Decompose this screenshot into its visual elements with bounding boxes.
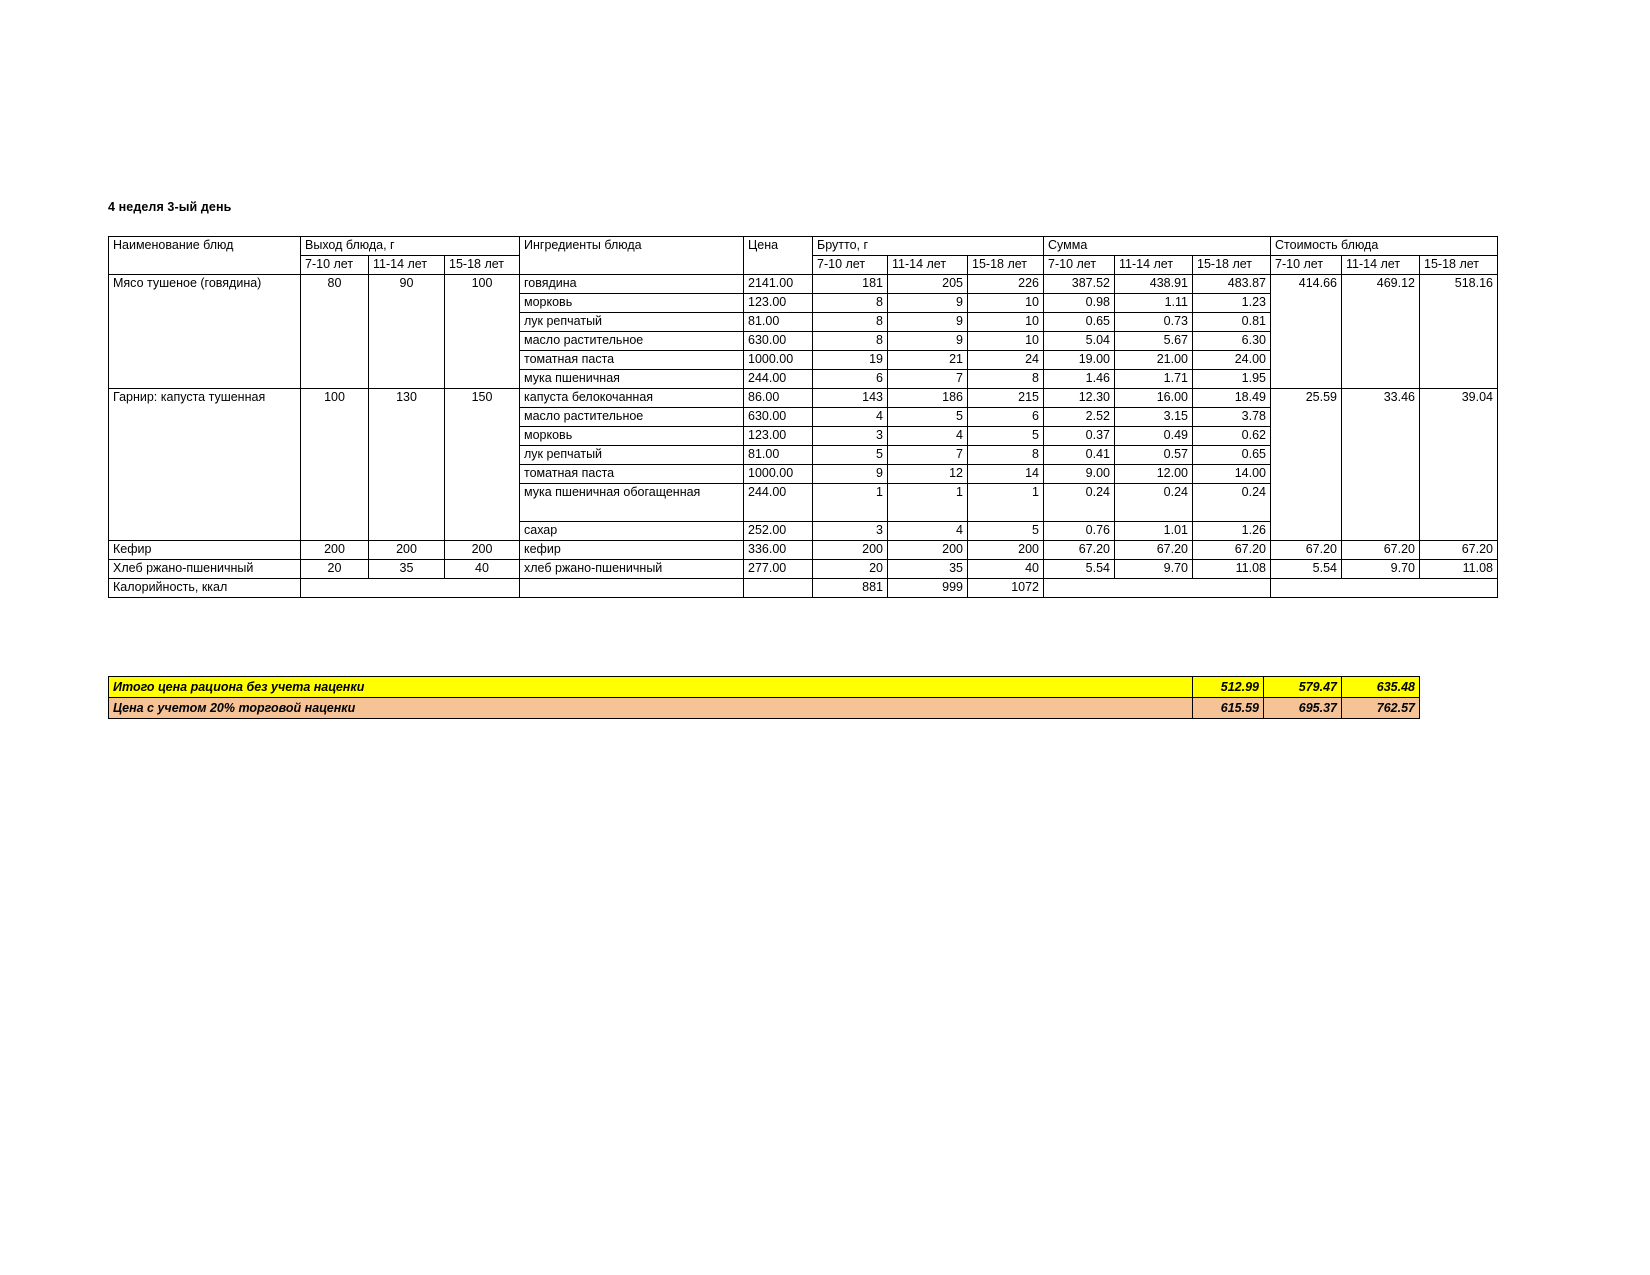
ingredient-gross-15-18: 40: [968, 560, 1044, 579]
header-dish-cost: Стоимость блюда: [1271, 237, 1498, 256]
ingredient-name: сахар: [520, 522, 744, 541]
total-base-11-14: 579.47: [1264, 677, 1342, 698]
ingredient-gross-7-10: 3: [813, 522, 888, 541]
calories-spacer-price: [744, 579, 813, 598]
ingredient-gross-11-14: 5: [888, 408, 968, 427]
total-label-base: Итого цена рациона без учета наценки: [109, 677, 1193, 698]
ingredient-sum-15-18: 1.23: [1193, 294, 1271, 313]
header-spacer-dish: [109, 256, 301, 275]
header-sum: Сумма: [1044, 237, 1271, 256]
ingredient-gross-15-18: 5: [968, 522, 1044, 541]
ingredient-sum-15-18: 1.26: [1193, 522, 1271, 541]
dish-cost-11-14: 469.12: [1342, 275, 1420, 389]
ingredient-sum-11-14: 1.01: [1115, 522, 1193, 541]
total-markup-15-18: 762.57: [1342, 698, 1420, 719]
ingredient-gross-11-14: 1: [888, 484, 968, 522]
ingredient-gross-15-18: 5: [968, 427, 1044, 446]
page-title: 4 неделя 3-ый день: [108, 200, 232, 214]
header-sum-15-18: 15-18 лет: [1193, 256, 1271, 275]
calories-row: [109, 579, 1498, 598]
ingredient-price: 123.00: [744, 427, 813, 446]
ingredient-name: масло растительное: [520, 332, 744, 351]
header-yield-7-10: 7-10 лет: [301, 256, 369, 275]
ingredient-price: 81.00: [744, 446, 813, 465]
total-markup-7-10: 615.59: [1193, 698, 1264, 719]
ingredient-gross-15-18: 1: [968, 484, 1044, 522]
ingredient-price: 277.00: [744, 560, 813, 579]
total-base-7-10: 512.99: [1193, 677, 1264, 698]
ingredient-sum-7-10: 5.04: [1044, 332, 1115, 351]
header-yield-11-14: 11-14 лет: [369, 256, 445, 275]
ingredient-gross-15-18: 14: [968, 465, 1044, 484]
total-row-with-markup: [109, 698, 1420, 719]
ingredient-gross-15-18: 226: [968, 275, 1044, 294]
ingredient-gross-7-10: 20: [813, 560, 888, 579]
ingredient-gross-7-10: 8: [813, 332, 888, 351]
dish-yield-7-10: 200: [301, 541, 369, 560]
dish-yield-11-14: 90: [369, 275, 445, 389]
ingredient-name: говядина: [520, 275, 744, 294]
ingredient-sum-15-18: 0.65: [1193, 446, 1271, 465]
ingredient-gross-11-14: 9: [888, 294, 968, 313]
ingredient-name: масло растительное: [520, 408, 744, 427]
ingredient-price: 630.00: [744, 408, 813, 427]
calories-11-14: 999: [888, 579, 968, 598]
ingredient-sum-11-14: 0.57: [1115, 446, 1193, 465]
header-cost-15-18: 15-18 лет: [1420, 256, 1498, 275]
table-row: [109, 541, 1498, 560]
calories-spacer-sum: [1044, 579, 1271, 598]
header-cost-7-10: 7-10 лет: [1271, 256, 1342, 275]
ingredient-sum-11-14: 21.00: [1115, 351, 1193, 370]
ingredient-sum-7-10: 0.24: [1044, 484, 1115, 522]
dish-name: Хлеб ржано-пшеничный: [109, 560, 301, 579]
ingredient-gross-15-18: 10: [968, 294, 1044, 313]
ingredient-name: кефир: [520, 541, 744, 560]
dish-cost-15-18: 39.04: [1420, 389, 1498, 541]
ingredient-sum-7-10: 67.20: [1044, 541, 1115, 560]
ingredient-sum-7-10: 0.41: [1044, 446, 1115, 465]
menu-table: [108, 236, 1498, 598]
ingredient-gross-15-18: 6: [968, 408, 1044, 427]
ingredient-sum-11-14: 1.11: [1115, 294, 1193, 313]
ingredient-name: мука пшеничная обогащенная: [520, 484, 744, 522]
ingredient-gross-11-14: 7: [888, 370, 968, 389]
ingredient-sum-7-10: 387.52: [1044, 275, 1115, 294]
header-yield: Выход блюда, г: [301, 237, 520, 256]
ingredient-gross-11-14: 35: [888, 560, 968, 579]
ingredient-name: томатная паста: [520, 465, 744, 484]
ingredient-gross-7-10: 1: [813, 484, 888, 522]
totals-table: [108, 676, 1420, 719]
calories-15-18: 1072: [968, 579, 1044, 598]
header-dish-name: Наименование блюд: [109, 237, 301, 256]
ingredient-gross-11-14: 4: [888, 522, 968, 541]
dish-cost-7-10: 5.54: [1271, 560, 1342, 579]
calories-7-10: 881: [813, 579, 888, 598]
table-row: [109, 389, 1498, 408]
ingredient-sum-15-18: 11.08: [1193, 560, 1271, 579]
ingredient-name: хлеб ржано-пшеничный: [520, 560, 744, 579]
ingredient-name: морковь: [520, 427, 744, 446]
calories-spacer-cost: [1271, 579, 1498, 598]
header-ingredients: Ингредиенты блюда: [520, 237, 744, 256]
ingredient-gross-11-14: 21: [888, 351, 968, 370]
dish-cost-11-14: 67.20: [1342, 541, 1420, 560]
ingredient-price: 81.00: [744, 313, 813, 332]
ingredient-price: 244.00: [744, 484, 813, 522]
ingredient-sum-7-10: 12.30: [1044, 389, 1115, 408]
ingredient-gross-15-18: 8: [968, 370, 1044, 389]
dish-name: Мясо тушеное (говядина): [109, 275, 301, 389]
ingredient-gross-11-14: 9: [888, 332, 968, 351]
header-gross: Брутто, г: [813, 237, 1044, 256]
ingredient-price: 1000.00: [744, 465, 813, 484]
ingredient-gross-7-10: 3: [813, 427, 888, 446]
ingredient-gross-11-14: 205: [888, 275, 968, 294]
ingredient-price: 630.00: [744, 332, 813, 351]
ingredient-price: 244.00: [744, 370, 813, 389]
ingredient-gross-15-18: 10: [968, 313, 1044, 332]
header-price: Цена: [744, 237, 813, 256]
ingredient-sum-11-14: 5.67: [1115, 332, 1193, 351]
ingredient-gross-11-14: 9: [888, 313, 968, 332]
ingredient-sum-11-14: 3.15: [1115, 408, 1193, 427]
dish-cost-7-10: 414.66: [1271, 275, 1342, 389]
ingredient-gross-7-10: 8: [813, 294, 888, 313]
ingredient-gross-7-10: 9: [813, 465, 888, 484]
header-cost-11-14: 11-14 лет: [1342, 256, 1420, 275]
ingredient-sum-11-14: 0.49: [1115, 427, 1193, 446]
total-markup-11-14: 695.37: [1264, 698, 1342, 719]
ingredient-name: мука пшеничная: [520, 370, 744, 389]
ingredient-gross-15-18: 200: [968, 541, 1044, 560]
ingredient-gross-11-14: 186: [888, 389, 968, 408]
dish-cost-7-10: 25.59: [1271, 389, 1342, 541]
ingredient-sum-15-18: 67.20: [1193, 541, 1271, 560]
dish-yield-15-18: 40: [445, 560, 520, 579]
dish-yield-11-14: 200: [369, 541, 445, 560]
ingredient-name: капуста белокочанная: [520, 389, 744, 408]
dish-yield-11-14: 130: [369, 389, 445, 541]
dish-cost-15-18: 518.16: [1420, 275, 1498, 389]
ingredient-price: 123.00: [744, 294, 813, 313]
ingredient-sum-15-18: 0.62: [1193, 427, 1271, 446]
ingredient-sum-15-18: 483.87: [1193, 275, 1271, 294]
ingredient-sum-7-10: 0.65: [1044, 313, 1115, 332]
calories-spacer-yield: [301, 579, 520, 598]
ingredient-sum-11-14: 12.00: [1115, 465, 1193, 484]
dish-cost-7-10: 67.20: [1271, 541, 1342, 560]
header-spacer-ingredients: [520, 256, 744, 275]
table-header-row-1: [109, 237, 1498, 256]
ingredient-price: 336.00: [744, 541, 813, 560]
ingredient-price: 86.00: [744, 389, 813, 408]
ingredient-sum-7-10: 0.76: [1044, 522, 1115, 541]
header-spacer-price: [744, 256, 813, 275]
ingredient-gross-7-10: 8: [813, 313, 888, 332]
total-base-15-18: 635.48: [1342, 677, 1420, 698]
ingredient-sum-15-18: 0.81: [1193, 313, 1271, 332]
ingredient-sum-11-14: 9.70: [1115, 560, 1193, 579]
ingredient-price: 252.00: [744, 522, 813, 541]
ingredient-sum-7-10: 0.98: [1044, 294, 1115, 313]
ingredient-name: морковь: [520, 294, 744, 313]
header-yield-15-18: 15-18 лет: [445, 256, 520, 275]
dish-cost-11-14: 9.70: [1342, 560, 1420, 579]
ingredient-gross-11-14: 12: [888, 465, 968, 484]
ingredient-sum-11-14: 0.24: [1115, 484, 1193, 522]
ingredient-sum-11-14: 67.20: [1115, 541, 1193, 560]
ingredient-sum-11-14: 1.71: [1115, 370, 1193, 389]
table-row: [109, 560, 1498, 579]
ingredient-price: 2141.00: [744, 275, 813, 294]
ingredient-gross-11-14: 200: [888, 541, 968, 560]
ingredient-sum-15-18: 6.30: [1193, 332, 1271, 351]
ingredient-gross-15-18: 8: [968, 446, 1044, 465]
ingredient-gross-15-18: 215: [968, 389, 1044, 408]
dish-yield-15-18: 200: [445, 541, 520, 560]
dish-yield-15-18: 100: [445, 275, 520, 389]
total-label-markup: Цена с учетом 20% торговой наценки: [109, 698, 1193, 719]
ingredient-sum-11-14: 0.73: [1115, 313, 1193, 332]
dish-yield-7-10: 20: [301, 560, 369, 579]
header-sum-7-10: 7-10 лет: [1044, 256, 1115, 275]
ingredient-sum-11-14: 16.00: [1115, 389, 1193, 408]
ingredient-sum-7-10: 1.46: [1044, 370, 1115, 389]
ingredient-gross-7-10: 181: [813, 275, 888, 294]
ingredient-sum-15-18: 3.78: [1193, 408, 1271, 427]
header-gross-11-14: 11-14 лет: [888, 256, 968, 275]
ingredient-sum-7-10: 2.52: [1044, 408, 1115, 427]
calories-label: Калорийность, ккал: [109, 579, 301, 598]
table-row: [109, 275, 1498, 294]
dish-yield-15-18: 150: [445, 389, 520, 541]
total-row-base-price: [109, 677, 1420, 698]
ingredient-gross-11-14: 4: [888, 427, 968, 446]
ingredient-name: томатная паста: [520, 351, 744, 370]
ingredient-sum-7-10: 9.00: [1044, 465, 1115, 484]
dish-yield-7-10: 80: [301, 275, 369, 389]
ingredient-gross-7-10: 6: [813, 370, 888, 389]
ingredient-sum-15-18: 24.00: [1193, 351, 1271, 370]
ingredient-gross-7-10: 200: [813, 541, 888, 560]
header-sum-11-14: 11-14 лет: [1115, 256, 1193, 275]
ingredient-name: лук репчатый: [520, 446, 744, 465]
ingredient-gross-11-14: 7: [888, 446, 968, 465]
dish-name: Гарнир: капуста тушенная: [109, 389, 301, 541]
ingredient-sum-7-10: 5.54: [1044, 560, 1115, 579]
dish-yield-11-14: 35: [369, 560, 445, 579]
dish-name: Кефир: [109, 541, 301, 560]
header-gross-15-18: 15-18 лет: [968, 256, 1044, 275]
ingredient-name: лук репчатый: [520, 313, 744, 332]
ingredient-sum-15-18: 0.24: [1193, 484, 1271, 522]
ingredient-sum-7-10: 19.00: [1044, 351, 1115, 370]
ingredient-gross-7-10: 5: [813, 446, 888, 465]
ingredient-gross-7-10: 4: [813, 408, 888, 427]
header-gross-7-10: 7-10 лет: [813, 256, 888, 275]
ingredient-gross-15-18: 24: [968, 351, 1044, 370]
dish-yield-7-10: 100: [301, 389, 369, 541]
ingredient-sum-11-14: 438.91: [1115, 275, 1193, 294]
ingredient-sum-15-18: 18.49: [1193, 389, 1271, 408]
ingredient-gross-7-10: 143: [813, 389, 888, 408]
dish-cost-15-18: 11.08: [1420, 560, 1498, 579]
dish-cost-11-14: 33.46: [1342, 389, 1420, 541]
ingredient-sum-7-10: 0.37: [1044, 427, 1115, 446]
ingredient-sum-15-18: 14.00: [1193, 465, 1271, 484]
table-header-row-2: [109, 256, 1498, 275]
ingredient-gross-15-18: 10: [968, 332, 1044, 351]
calories-spacer-ingredients: [520, 579, 744, 598]
dish-cost-15-18: 67.20: [1420, 541, 1498, 560]
ingredient-price: 1000.00: [744, 351, 813, 370]
ingredient-gross-7-10: 19: [813, 351, 888, 370]
ingredient-sum-15-18: 1.95: [1193, 370, 1271, 389]
